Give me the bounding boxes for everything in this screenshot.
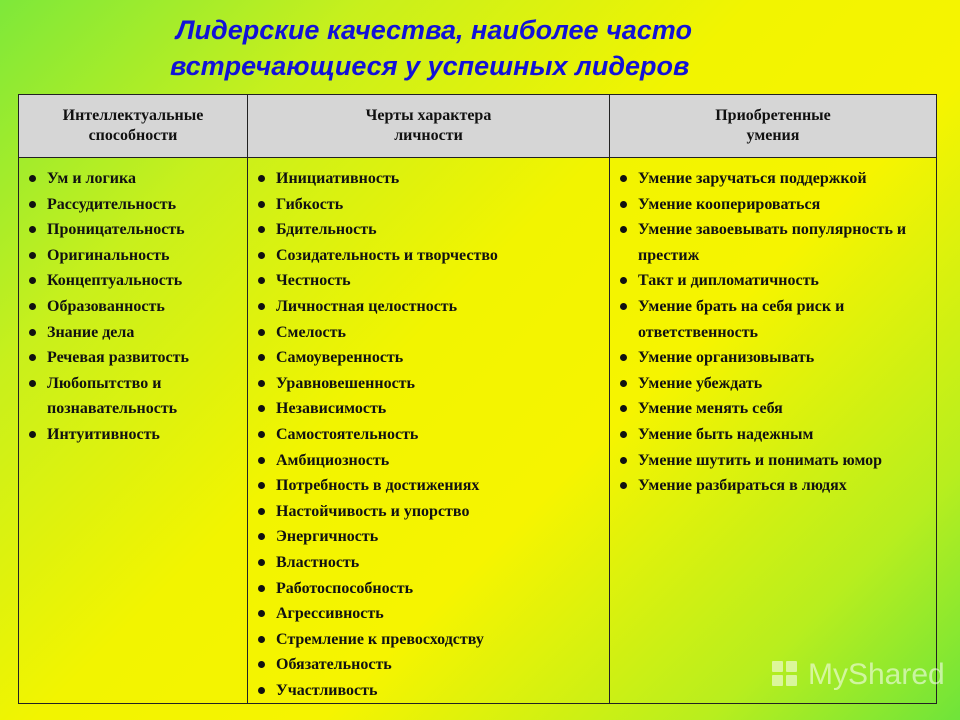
- list-item: [254, 678, 605, 704]
- list-item: [616, 448, 932, 474]
- bullet-icon: [258, 661, 265, 668]
- list-item: [616, 268, 932, 294]
- acquired-list: [616, 166, 932, 499]
- bullet-icon: [258, 252, 265, 259]
- list-item: [616, 166, 932, 192]
- bullet-icon: [258, 559, 265, 566]
- bullet-icon: [29, 380, 36, 387]
- list-item: [254, 345, 605, 371]
- bullet-icon: [29, 354, 36, 361]
- list-item: [254, 243, 605, 269]
- list-item-text: Оригинальность: [47, 246, 170, 264]
- bullet-icon: [258, 636, 265, 643]
- list-item: [616, 192, 932, 218]
- list-item-text: Энергичность: [276, 528, 379, 546]
- bullet-icon: [258, 610, 265, 617]
- list-item-text: Умение завоевывать популярность и престиж: [638, 221, 907, 264]
- list-item-text: Рассудительность: [47, 195, 177, 213]
- list-item-text: Знание дела: [47, 323, 135, 341]
- list-item-text: Смелость: [276, 323, 346, 341]
- list-item-text: Потребность в достижениях: [276, 477, 480, 495]
- watermark: [768, 655, 945, 695]
- list-item-text: Любопытство и познавательность: [47, 374, 178, 418]
- list-item: [616, 396, 932, 422]
- column-character: [248, 158, 610, 704]
- list-item: [25, 192, 243, 218]
- list-item: [25, 294, 243, 320]
- list-item-text: Умение брать на себя риск и ответственность: [638, 297, 845, 341]
- bullet-icon: [258, 585, 265, 592]
- bullet-icon: [258, 329, 265, 336]
- column-intellectual: [19, 158, 248, 704]
- list-item-text: Концептуальность: [47, 272, 183, 290]
- header-acquired: [610, 95, 937, 158]
- bullet-icon: [29, 175, 36, 182]
- list-item: [254, 166, 605, 192]
- list-item-text: Бдительность: [276, 221, 377, 239]
- bullet-icon: [620, 175, 627, 182]
- bullet-icon: [29, 252, 36, 259]
- list-item: [254, 601, 605, 627]
- list-item-text: Инициативность: [276, 170, 400, 187]
- character-list: [254, 166, 605, 703]
- table-body-row: [19, 158, 937, 704]
- bullet-icon: [620, 482, 627, 489]
- bullet-icon: [29, 303, 36, 310]
- header-acquired-line-2: умения: [746, 127, 800, 144]
- bullet-icon: [258, 303, 265, 310]
- bullet-icon: [258, 175, 265, 182]
- list-item-text: Ум и логика: [47, 170, 136, 187]
- bullet-icon: [620, 226, 627, 233]
- header-character-line-2: личности: [394, 127, 463, 144]
- list-item: [254, 627, 605, 653]
- list-item-text: Обязательность: [276, 656, 392, 674]
- list-item-text: Такт и дипломатичность: [638, 272, 819, 290]
- intellectual-list: [25, 166, 243, 448]
- list-item-text: Работоспособность: [276, 579, 414, 597]
- list-item-text: Умение кооперироваться: [638, 195, 821, 213]
- bullet-icon: [620, 405, 627, 412]
- list-item: [254, 448, 605, 474]
- header-intellectual: [19, 95, 248, 158]
- list-item-text: Уравновешенность: [276, 374, 415, 392]
- list-item: [254, 550, 605, 576]
- list-item: [254, 268, 605, 294]
- list-item: [25, 320, 243, 346]
- bullet-icon: [258, 431, 265, 438]
- list-item: [25, 243, 243, 269]
- bullet-icon: [29, 277, 36, 284]
- bullet-icon: [620, 457, 627, 464]
- list-item-text: Самоуверенность: [276, 349, 404, 367]
- list-item: [254, 473, 605, 499]
- list-item: [254, 396, 605, 422]
- bullet-icon: [258, 533, 265, 540]
- list-item: [254, 422, 605, 448]
- page-title: [170, 12, 950, 84]
- header-character: [248, 95, 610, 158]
- list-item-text: Проницательность: [47, 221, 185, 239]
- list-item-text: Умение разбираться в людях: [638, 477, 847, 495]
- list-item-text: Умение шутить и понимать юмор: [638, 451, 883, 469]
- watermark-text: MyShared: [808, 658, 945, 691]
- list-item-text: Умение заручаться поддержкой: [638, 170, 867, 187]
- list-item-text: Властность: [276, 553, 360, 571]
- list-item: [25, 166, 243, 192]
- bullet-icon: [620, 303, 627, 310]
- list-item: [25, 345, 243, 371]
- column-acquired: [610, 158, 937, 704]
- list-item: [25, 422, 243, 448]
- bullet-icon: [620, 201, 627, 208]
- list-item: [616, 371, 932, 397]
- bullet-icon: [620, 380, 627, 387]
- list-item-text: Созидательность и творчество: [276, 246, 498, 264]
- bullet-icon: [258, 457, 265, 464]
- list-item-text: Амбициозность: [276, 451, 390, 469]
- list-item: [616, 345, 932, 371]
- list-item-text: Стремление к превосходству: [276, 630, 484, 648]
- list-item-text: Гибкость: [276, 195, 344, 213]
- list-item: [254, 524, 605, 550]
- list-item-text: Честность: [276, 272, 351, 290]
- bullet-icon: [29, 201, 36, 208]
- list-item-text: Самостоятельность: [276, 425, 419, 443]
- list-item: [25, 268, 243, 294]
- list-item: [254, 652, 605, 678]
- bullet-icon: [29, 329, 36, 336]
- list-item-text: Образованность: [47, 297, 165, 315]
- list-item: [616, 473, 932, 499]
- bullet-icon: [620, 431, 627, 438]
- list-item: [616, 422, 932, 448]
- bullet-icon: [258, 277, 265, 284]
- qualities-table: [18, 94, 937, 704]
- bullet-icon: [258, 405, 265, 412]
- list-item-text: Интуитивность: [47, 425, 160, 443]
- list-item: [254, 294, 605, 320]
- bullet-icon: [258, 482, 265, 489]
- list-item-text: Настойчивость и упорство: [276, 502, 470, 520]
- list-item-text: Речевая развитость: [47, 349, 189, 367]
- header-character-line-1: Черты характера: [365, 107, 492, 124]
- list-item-text: Умение организовывать: [638, 349, 815, 367]
- title-line-1: Лидерские качества, наиболее часто: [176, 15, 692, 45]
- bullet-icon: [258, 380, 265, 387]
- list-item-text: Личностная целостность: [276, 297, 458, 315]
- bullet-icon: [29, 431, 36, 438]
- watermark-logo-icon: [768, 657, 804, 693]
- list-item: [254, 192, 605, 218]
- list-item: [616, 294, 932, 345]
- list-item: [25, 217, 243, 243]
- list-item: [254, 499, 605, 525]
- bullet-icon: [258, 201, 265, 208]
- list-item-text: Умение быть надежным: [638, 425, 814, 443]
- bullet-icon: [258, 354, 265, 361]
- list-item: [25, 371, 243, 422]
- bullet-icon: [620, 354, 627, 361]
- list-item: [254, 217, 605, 243]
- list-item: [254, 371, 605, 397]
- list-item: [254, 576, 605, 602]
- list-item-text: Умение убеждать: [638, 374, 763, 392]
- header-acquired-line-1: Приобретенные: [715, 107, 831, 124]
- list-item: [254, 320, 605, 346]
- list-item-text: Агрессивность: [276, 605, 384, 623]
- bullet-icon: [29, 226, 36, 233]
- bullet-icon: [258, 226, 265, 233]
- table-header-row: [19, 95, 937, 158]
- list-item: [616, 217, 932, 268]
- header-intellectual-line-2: способности: [88, 127, 178, 144]
- list-item-text: Умение менять себя: [638, 400, 783, 418]
- bullet-icon: [258, 508, 265, 515]
- header-intellectual-line-1: Интеллектуальные: [62, 107, 204, 124]
- title-line-2: встречающиеся у успешных лидеров: [170, 51, 690, 81]
- list-item-text: Независимость: [276, 400, 387, 418]
- bullet-icon: [620, 277, 627, 284]
- bullet-icon: [258, 687, 265, 694]
- list-item-text: Участливость: [276, 681, 378, 699]
